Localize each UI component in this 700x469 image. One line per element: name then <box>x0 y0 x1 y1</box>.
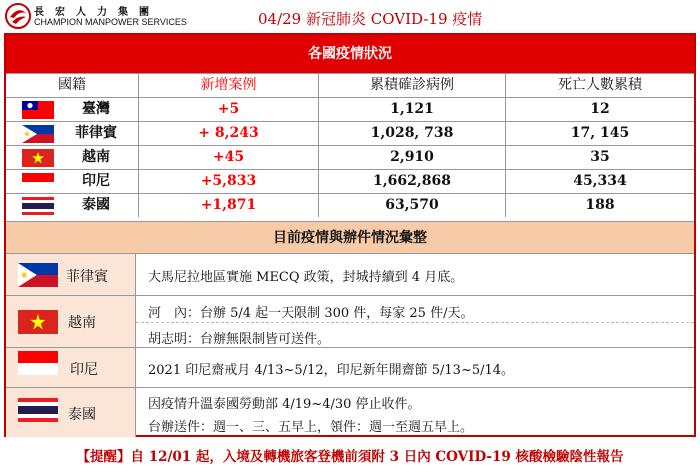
new-cases-value: +45 <box>138 146 318 169</box>
total-cases-value: 63,570 <box>318 194 505 217</box>
note-text: 胡志明：台辦無限制皆可送件。 <box>148 332 331 347</box>
list-item <box>6 347 694 387</box>
stats-header-row <box>6 73 694 97</box>
report-table <box>4 33 696 437</box>
total-cases-value: 1,028, 738 <box>318 122 505 145</box>
indonesia-flag-icon <box>22 173 54 191</box>
new-cases-value: +5,833 <box>138 170 318 193</box>
col-header-new-cases: 新增案例 <box>138 74 318 97</box>
deaths-value: 188 <box>505 194 694 217</box>
deaths-value: 12 <box>505 98 694 121</box>
note-text: 大馬尼拉地區實施 MECQ 政策，封城持續到 4 月底。 <box>148 270 464 285</box>
philippines-flag-icon <box>22 125 54 143</box>
col-header-deaths: 死亡人數累積 <box>505 74 694 97</box>
country-name: 菲律賓 <box>75 125 117 141</box>
country-name: 越南 <box>82 149 110 165</box>
new-cases-value: + 8,243 <box>138 122 318 145</box>
note-country-name: 菲律賓 <box>66 269 108 285</box>
reminder-footer: 【提醒】自 12/01 起，入境及轉機旅客登機前須附 3 日內 COVID-19 核酸檢驗陰性報告 <box>76 449 624 465</box>
country-name: 印尼 <box>82 173 110 189</box>
new-cases-value: +1,871 <box>138 194 318 217</box>
vietnam-flag-icon <box>22 149 54 167</box>
note-country-name: 泰國 <box>68 407 96 423</box>
table-row <box>6 145 694 169</box>
total-cases-value: 2,910 <box>318 146 505 169</box>
thailand-flag-icon <box>18 398 58 422</box>
note-text: 台辦送件：週一、三、五早上，領件：週一至週五早上。 <box>148 420 474 435</box>
country-name: 泰國 <box>82 197 110 213</box>
total-cases-value: 1,121 <box>318 98 505 121</box>
company-logo-icon <box>5 3 31 29</box>
thailand-flag-icon <box>22 197 54 215</box>
section-title-summary: 目前疫情與辦件情況彙整 <box>6 221 694 253</box>
taiwan-flag-icon <box>22 101 54 119</box>
philippines-flag-icon <box>18 263 58 287</box>
total-cases-value: 1,662,868 <box>318 170 505 193</box>
note-text: 因疫情升溫泰國勞動部 4/19~4/30 停止收件。 <box>148 397 421 412</box>
document-header <box>0 0 700 33</box>
vietnam-flag-icon <box>18 310 58 334</box>
note-country-name: 印尼 <box>70 362 98 378</box>
divider <box>136 322 694 323</box>
deaths-value: 17, 145 <box>505 122 694 145</box>
list-item <box>6 253 694 295</box>
company-name-cn: 長宏人力集團 <box>34 7 160 18</box>
table-row <box>6 97 694 121</box>
deaths-value: 35 <box>505 146 694 169</box>
table-row <box>6 121 694 145</box>
country-name: 臺灣 <box>82 101 110 117</box>
table-row <box>6 169 694 193</box>
deaths-value: 45,334 <box>505 170 694 193</box>
col-header-nationality: 國籍 <box>58 77 86 93</box>
page-title: 04/29 新冠肺炎 COVID-19 疫情 <box>258 10 483 28</box>
list-item <box>6 295 694 347</box>
table-row <box>6 193 694 217</box>
note-country-name: 越南 <box>68 315 96 331</box>
note-text: 2021 印尼齋戒月 4/13~5/12，印尼新年開齋節 5/13~5/14。 <box>148 363 515 378</box>
list-item <box>6 387 694 437</box>
note-text: 河 內：台辦 5/4 起一天限制 300 件，每家 25 件/天。 <box>148 306 474 321</box>
new-cases-value: +5 <box>138 98 318 121</box>
section-title-country-status: 各國疫情狀況 <box>6 35 694 73</box>
company-name-en: CHAMPION MANPOWER SERVICES <box>34 17 187 27</box>
indonesia-flag-icon <box>18 351 58 375</box>
col-header-total-cases: 累積確診病例 <box>318 74 505 97</box>
